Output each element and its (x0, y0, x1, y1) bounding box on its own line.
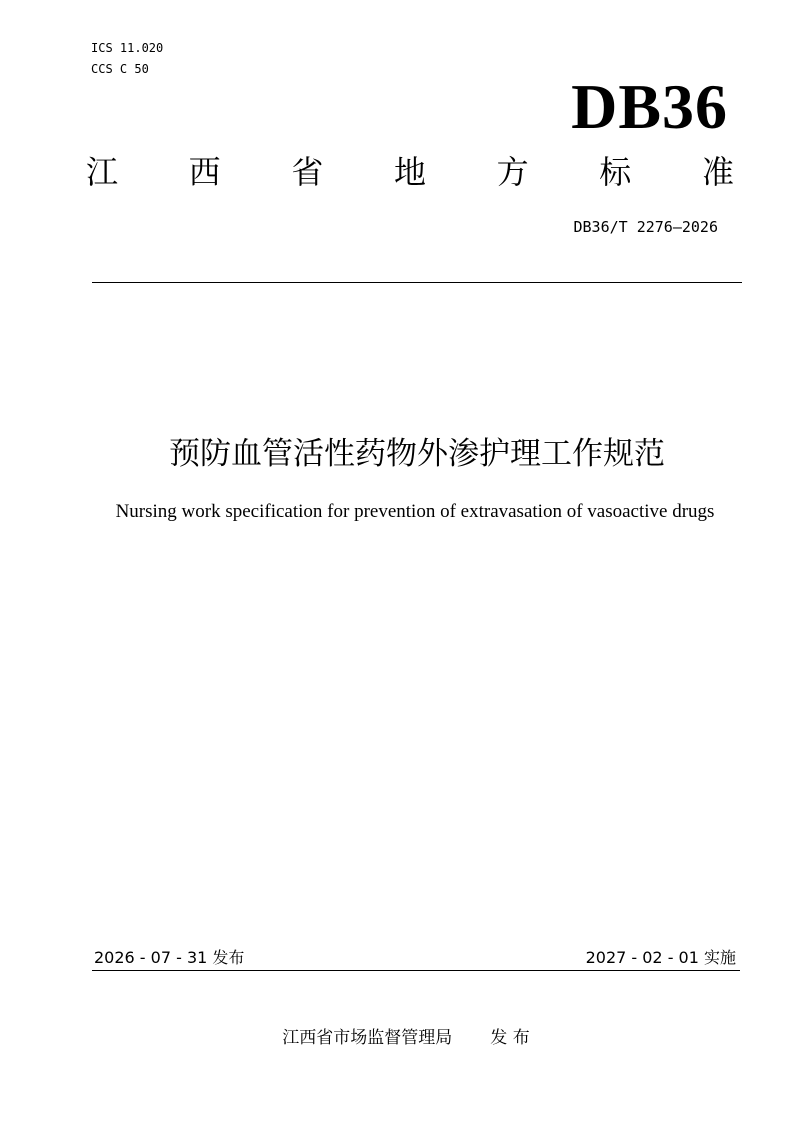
standard-type-char: 江 (86, 153, 119, 191)
standard-type-heading (86, 152, 734, 192)
bottom-divider (92, 970, 740, 971)
standard-type-char: 省 (291, 153, 324, 191)
title-english: Nursing work specification for prevention of extravasation of vasoactive drugs (115, 501, 715, 522)
ics-code: ICS 11.020 (91, 41, 164, 55)
standard-type-char: 地 (393, 153, 426, 191)
ccs-code: CCS C 50 (91, 62, 149, 76)
standard-number: DB36/T 2276—2026 (573, 218, 718, 236)
standard-type-char: 标 (599, 153, 632, 191)
standard-type-char: 方 (496, 153, 529, 191)
db36-logo: DB36 (571, 71, 728, 142)
implementation-date: 2027 - 02 - 01 实施 (585, 948, 736, 967)
title-chinese: 预防血管活性药物外渗护理工作规范 (169, 436, 665, 472)
top-divider (92, 282, 742, 283)
publisher-line (0, 1027, 794, 1049)
standard-type-char: 准 (701, 153, 734, 191)
standard-type-char: 西 (188, 153, 221, 191)
publisher-action: 发 布 (490, 1028, 530, 1048)
publisher-name: 江西省市场监督管理局 (282, 1028, 453, 1048)
issue-date: 2026 - 07 - 31 发布 (94, 948, 245, 967)
